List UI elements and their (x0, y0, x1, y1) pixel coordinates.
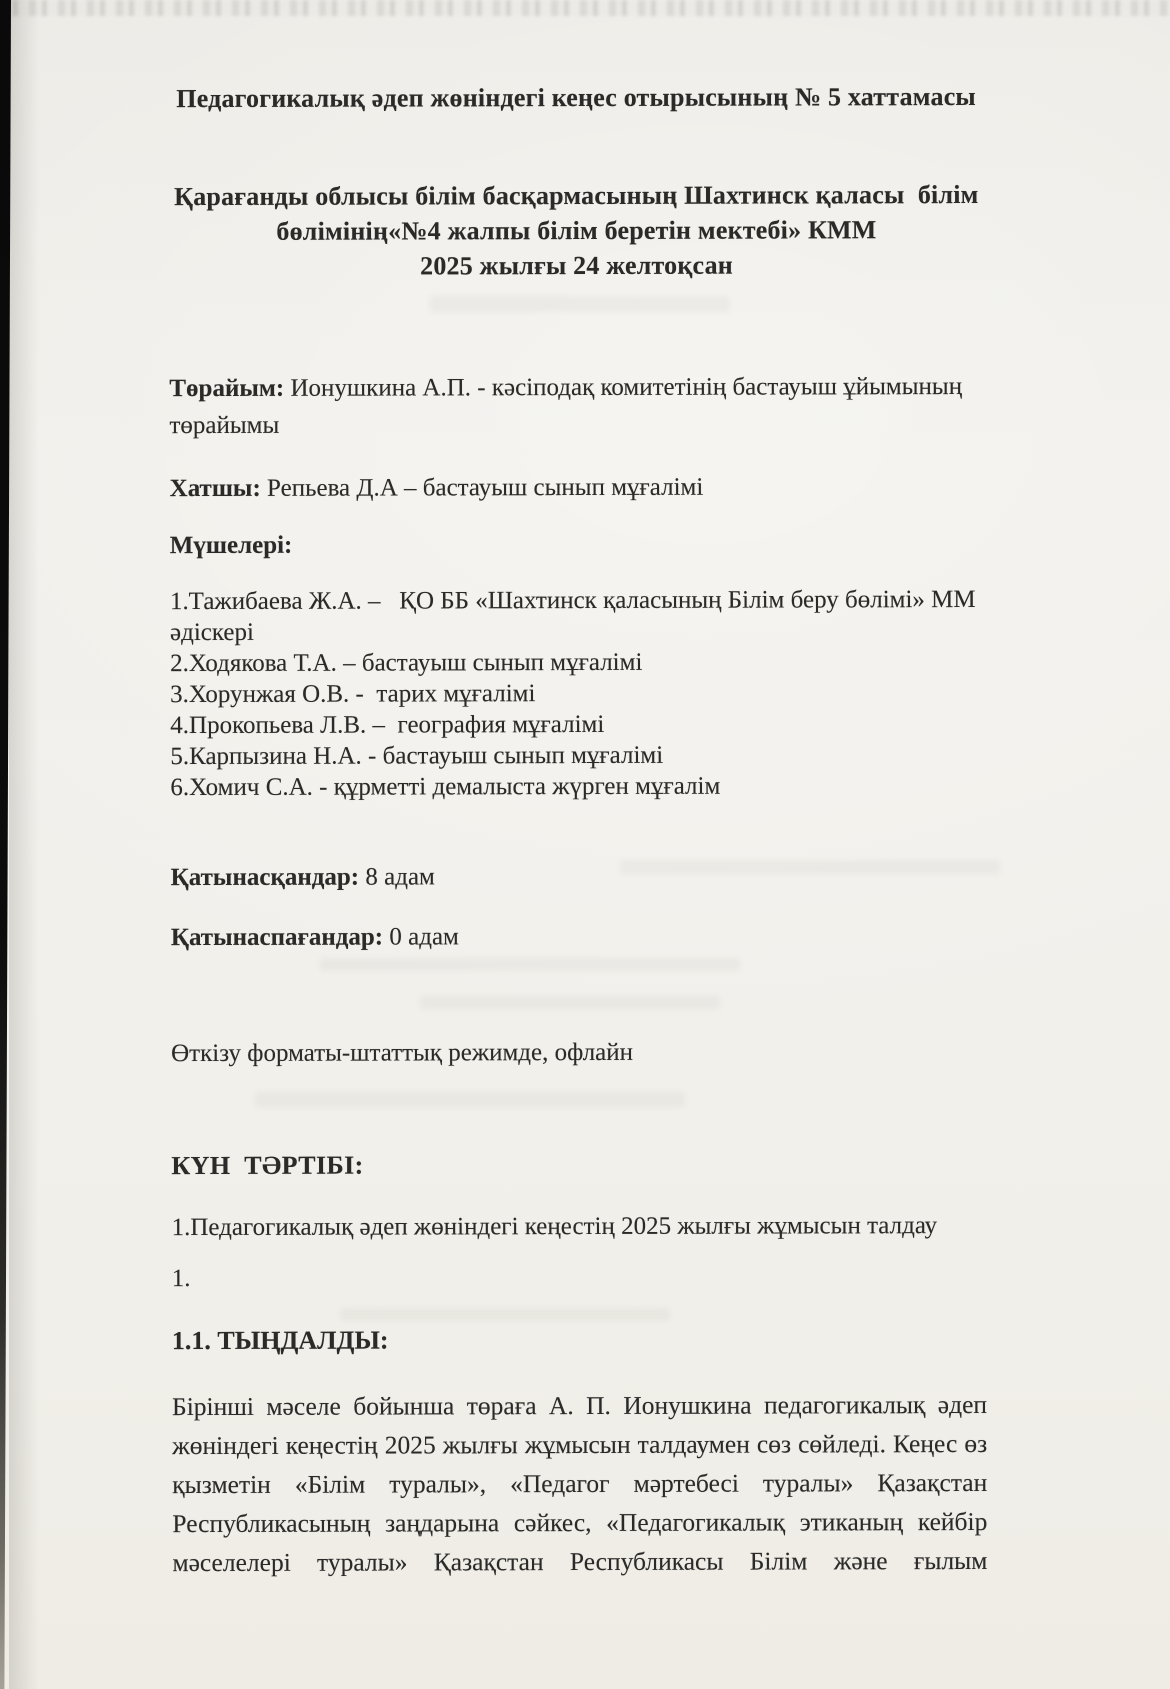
members-heading (170, 525, 985, 564)
secretary-text: Репьева Д.А – бастауыш сынып мұғалімі (260, 473, 704, 502)
scan-left-edge-shadow (9, 0, 39, 1689)
member-item: 3.Хорунжая О.В. - тарих мұғалімі (170, 680, 536, 709)
absent-line (171, 919, 986, 955)
absent-value: 0 адам (383, 923, 459, 951)
chairperson-label: Төрайым: (169, 374, 285, 403)
chairperson-line (169, 368, 984, 444)
scan-top-noise-band (0, 0, 1170, 16)
member-item: 5.Карпызина Н.А. - бастауыш сынып мұғалімі (170, 741, 664, 771)
member-item: 1.Тажибаева Ж.А. – ҚО ББ «Шахтинск қаласының Білім беру бөлімі» ММ әдіскері (169, 585, 982, 647)
heard-section-body: Бірінші мәселе бойынша төраға А. П. Ионушкина педагогикалық әдеп жөніндегі кеңестің 2025 жылғы жұмысын талдаумен сөз сөйледі. Кеңес өз қызметін «Білім туралы», «Педагог мәртебесі туралы» Қазақстан Республикасының заңдарына сәйкес, «Педагогикалық этиканың кейбір мәселелері туралы» Қазақстан Республикасы Білім және ғылым (171, 1389, 988, 1578)
member-item: 2.Ходякова Т.А. – бастауыш сынып мұғалімі (170, 648, 643, 678)
format-line: Өткізу форматы-штаттық режимде, офлайн (171, 1038, 634, 1068)
attended-line (171, 859, 986, 895)
document-subtitle (169, 177, 984, 284)
member-item: 4.Прокопьева Л.В. – география мұғалімі (170, 710, 605, 740)
heard-section-heading: 1.1. ТЫҢДАЛДЫ: (171, 1325, 389, 1356)
attended-label: Қатынасқандар: (170, 863, 360, 892)
chairperson-text: Ионушкина А.П. - кәсіподақ комитетінің бастауыш ұйымының төрайымы (169, 372, 969, 440)
secretary-line (170, 468, 985, 507)
subtitle-line-2: бөлімінің«№4 жалпы білім беретін мектебі» КММ (276, 215, 877, 246)
subtitle-line-1: Қарағанды облысы білім басқармасының Шахтинск қаласы білім (174, 179, 979, 212)
member-item: 6.Хомич С.А. - құрметті демалыста жүрген мұғалім (170, 772, 721, 802)
agenda-heading: КҮН ТӘРТІБІ: (171, 1150, 364, 1181)
members-list (170, 584, 986, 803)
agenda-item-2: 1. (171, 1265, 191, 1293)
members-heading-label: Мүшелері: (169, 531, 293, 560)
agenda-item-1: 1.Педагогикалық әдеп жөніндегі кеңестің 2025 жылғы жұмысын талдау (171, 1212, 938, 1242)
attended-value: 8 адам (359, 863, 435, 891)
absent-label: Қатынаспағандар: (170, 923, 384, 952)
subtitle-line-3: 2025 жылғы 24 желтоқсан (420, 250, 733, 281)
document-title: Педагогикалық әдеп жөніндегі кеңес отырысының № 5 хаттамасы (176, 81, 976, 114)
secretary-label: Хатшы: (169, 474, 261, 503)
